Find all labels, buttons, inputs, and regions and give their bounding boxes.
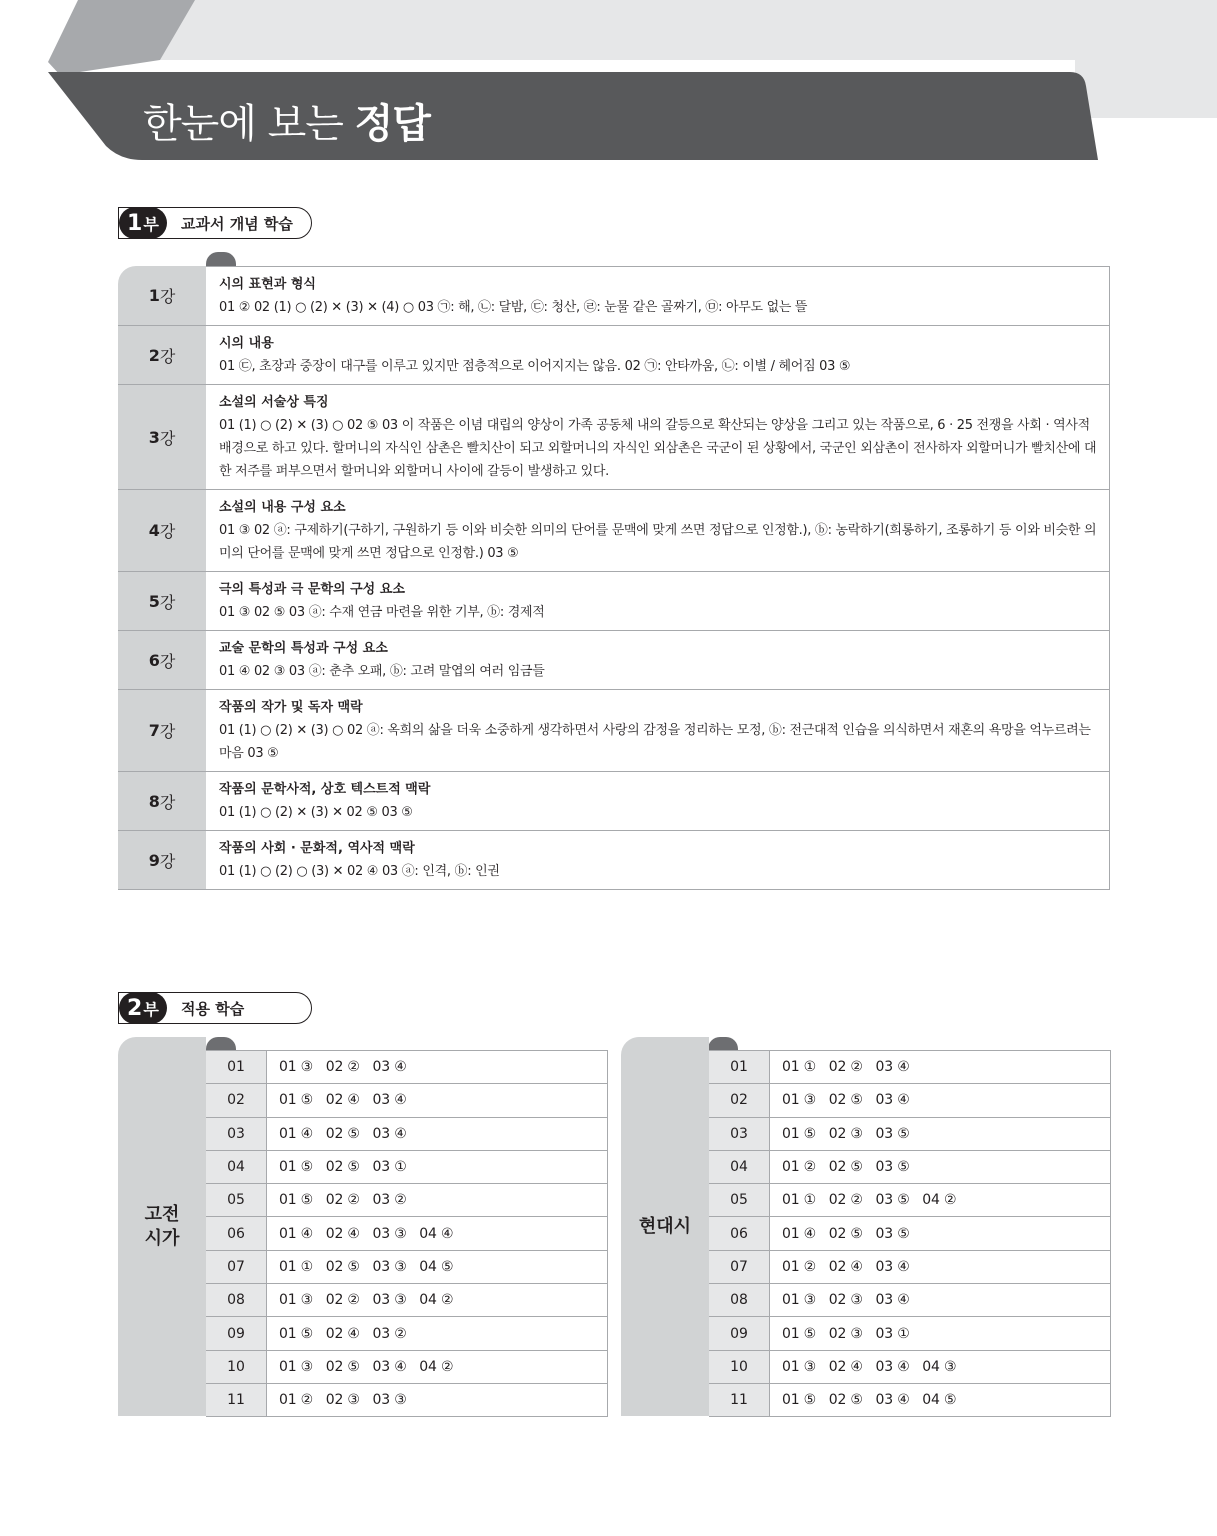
- answer-row: [206, 1351, 607, 1384]
- lesson-title: 시의 표현과 형식: [219, 277, 316, 292]
- lesson-title: 시의 내용: [219, 336, 274, 351]
- page-title: 한눈에 보는 정답: [143, 101, 430, 147]
- answer-row: [206, 1184, 607, 1217]
- lesson-title: 소설의 내용 구성 요소: [219, 500, 346, 515]
- unit-number: 11: [206, 1384, 267, 1416]
- unit-number: 01: [709, 1051, 770, 1083]
- answer-row: [709, 1351, 1110, 1384]
- unit-answers: 01 ① 02 ② 03 ⑤ 04 ②: [782, 1192, 957, 1209]
- unit-answers: 01 ⑤ 02 ⑤ 03 ①: [279, 1159, 407, 1176]
- lesson-row: [118, 572, 1110, 631]
- category-label: 고전 시가: [118, 1037, 206, 1416]
- answer-row: [206, 1217, 607, 1250]
- unit-number: 03: [709, 1118, 770, 1150]
- unit-number: 08: [709, 1284, 770, 1316]
- unit-number: 04: [206, 1151, 267, 1183]
- answer-row: [206, 1084, 607, 1117]
- lesson-row: [118, 831, 1110, 890]
- unit-answers: 01 ④ 02 ④ 03 ③ 04 ④: [279, 1225, 454, 1242]
- lesson-row: [118, 266, 1110, 326]
- lesson-answers: 01 ② 02 (1) ○ (2) ✕ (3) ✕ (4) ○ 03 ㉠: 해, ㉡: 달밤, ㉢: 청산, ㉣: 눈물 같은 골짜기, ㉤: 아무도 없는 뜰: [219, 300, 808, 315]
- unit-answers: 01 ② 02 ③ 03 ③: [279, 1392, 407, 1409]
- lesson-answers: 01 ④ 02 ③ 03 ⓐ: 춘추 오패, ⓑ: 고려 말엽의 여러 임금들: [219, 664, 545, 679]
- unit-answers: 01 ③ 02 ④ 03 ④ 04 ③: [782, 1358, 957, 1375]
- lesson-row: [118, 690, 1110, 772]
- lesson-answers: 01 ③ 02 ⓐ: 구제하기(구하기, 구원하기 등 이와 비슷한 의미의 단어를 문맥에 맞게 쓰면 정답으로 인정함.), ⓑ: 농락하기(희롱하기, 조롱하기 등 이와 비슷한 의미의 단어를 문맥에 맞게 쓰면 정답으로 인정함.) 03 ⑤: [219, 523, 1097, 561]
- unit-answers: 01 ② 02 ④ 03 ④: [782, 1258, 910, 1275]
- lesson-number: 4 강: [118, 490, 206, 571]
- lesson-row: [118, 490, 1110, 572]
- lesson-answers: 01 (1) ○ (2) ✕ (3) ○ 02 ⓐ: 옥희의 삶을 더욱 소중하게 생각하면서 사랑의 감정을 정리하는 모정, ⓑ: 전근대적 인습을 의식하면서 재혼의 욕망을 억누르려는 마음 03 ⑤: [219, 723, 1091, 761]
- unit-number: 04: [709, 1151, 770, 1183]
- unit-number: 06: [206, 1217, 267, 1249]
- lesson-number: 9 강: [118, 831, 206, 889]
- lesson-answers: 01 (1) ○ (2) ✕ (3) ○ 02 ⑤ 03 이 작품은 이념 대립의 양상이 가족 공동체 내의 갈등으로 확산되는 양상을 그리고 있는 작품으로, 6 · 25 전쟁을 사회 · 역사적 배경으로 하고 있다. 할머니의 자식인 삼촌은 빨치산이 되고 외할머니의 자식인 외삼촌은 국군이 된 상황에서, 국군인 외삼촌이 전사하자 외할머니가 빨치산에 대한 저주를 퍼부으면서 할머니와 외할머니 사이에 갈등이 발생하고 있다.: [219, 418, 1097, 479]
- unit-number: 10: [709, 1351, 770, 1383]
- lesson-title: 작품의 문학사적, 상호 텍스트적 맥락: [219, 782, 431, 797]
- unit-answers: 01 ⑤ 02 ④ 03 ②: [279, 1325, 407, 1342]
- unit-answers: 01 ③ 02 ⑤ 03 ④: [782, 1092, 910, 1109]
- unit-number: 05: [709, 1184, 770, 1216]
- unit-answers: 01 ③ 02 ⑤ 03 ④ 04 ②: [279, 1358, 454, 1375]
- unit-answers: 01 ⑤ 02 ③ 03 ⑤: [782, 1125, 910, 1142]
- answer-row: [709, 1284, 1110, 1317]
- answer-row: [709, 1184, 1110, 1217]
- part1-title: 교과서 개념 학습: [181, 214, 293, 233]
- lesson-number: 8 강: [118, 772, 206, 830]
- lesson-answers: 01 ㉢, 초장과 중장이 대구를 이루고 있지만 점층적으로 이어지지는 않음. 02 ㉠: 안타까움, ㉡: 이별 / 헤어짐 03 ⑤: [219, 359, 851, 374]
- unit-answers: 01 ② 02 ⑤ 03 ⑤: [782, 1159, 910, 1176]
- lesson-row: [118, 631, 1110, 690]
- answer-row: [206, 1051, 607, 1084]
- answer-row: [709, 1051, 1110, 1084]
- answer-row: [709, 1118, 1110, 1151]
- answer-row: [709, 1217, 1110, 1250]
- part2-title: 적용 학습: [181, 999, 245, 1018]
- unit-number: 08: [206, 1284, 267, 1316]
- lesson-number: 2 강: [118, 326, 206, 384]
- lesson-title: 극의 특성과 극 문학의 구성 요소: [219, 582, 405, 597]
- answer-row: [206, 1384, 607, 1417]
- lesson-title: 교술 문학의 특성과 구성 요소: [219, 641, 388, 656]
- category-label: 현대시: [621, 1037, 709, 1416]
- answer-row: [206, 1284, 607, 1317]
- part1-answer-table: [118, 266, 1110, 890]
- answer-row: [709, 1251, 1110, 1284]
- unit-number: 02: [709, 1084, 770, 1116]
- lesson-number: 1 강: [118, 266, 206, 325]
- answer-row: [709, 1384, 1110, 1417]
- lesson-answers: 01 ③ 02 ⑤ 03 ⓐ: 수재 연금 마련을 위한 기부, ⓑ: 경제적: [219, 605, 545, 620]
- unit-number: 09: [206, 1317, 267, 1349]
- answer-row: [206, 1251, 607, 1284]
- answer-row: [709, 1084, 1110, 1117]
- unit-number: 05: [206, 1184, 267, 1216]
- answer-row: [206, 1151, 607, 1184]
- unit-answers: 01 ④ 02 ⑤ 03 ④: [279, 1125, 407, 1142]
- lesson-number: 3 강: [118, 385, 206, 489]
- lesson-number: 6 강: [118, 631, 206, 689]
- unit-number: 09: [709, 1317, 770, 1349]
- lesson-number: 5 강: [118, 572, 206, 630]
- unit-answers: 01 ④ 02 ⑤ 03 ⑤: [782, 1225, 910, 1242]
- lesson-row: [118, 326, 1110, 385]
- unit-number: 06: [709, 1217, 770, 1249]
- part1-badge: 1 부: [119, 207, 167, 239]
- unit-answers: 01 ⑤ 02 ③ 03 ①: [782, 1325, 910, 1342]
- answer-row: [206, 1118, 607, 1151]
- lesson-answers: 01 (1) ○ (2) ✕ (3) ✕ 02 ⑤ 03 ⑤: [219, 805, 413, 820]
- unit-answers: 01 ③ 02 ② 03 ④: [279, 1059, 407, 1076]
- unit-number: 07: [709, 1251, 770, 1283]
- unit-number: 01: [206, 1051, 267, 1083]
- part2-label: [118, 992, 312, 1024]
- unit-number: 03: [206, 1118, 267, 1150]
- unit-answers: 01 ③ 02 ② 03 ③ 04 ②: [279, 1292, 454, 1309]
- lesson-row: [118, 385, 1110, 490]
- lesson-answers: 01 (1) ○ (2) ○ (3) ✕ 02 ④ 03 ⓐ: 인격, ⓑ: 인권: [219, 864, 500, 879]
- unit-answers: 01 ⑤ 02 ④ 03 ④: [279, 1092, 407, 1109]
- lesson-title: 작품의 작가 및 독자 맥락: [219, 700, 363, 715]
- answer-row: [709, 1151, 1110, 1184]
- lesson-row: [118, 772, 1110, 831]
- unit-number: 10: [206, 1351, 267, 1383]
- unit-number: 07: [206, 1251, 267, 1283]
- unit-answers: 01 ① 02 ② 03 ④: [782, 1059, 910, 1076]
- part2-badge: 2 부: [119, 992, 167, 1024]
- unit-number: 11: [709, 1384, 770, 1416]
- lesson-number: 7 강: [118, 690, 206, 771]
- lesson-title: 작품의 사회 · 문화적, 역사적 맥락: [219, 841, 415, 856]
- unit-answers: 01 ⑤ 02 ② 03 ②: [279, 1192, 407, 1209]
- answer-row: [206, 1317, 607, 1350]
- answer-row: [709, 1317, 1110, 1350]
- unit-answers: 01 ⑤ 02 ⑤ 03 ④ 04 ⑤: [782, 1392, 957, 1409]
- unit-answers: 01 ① 02 ⑤ 03 ③ 04 ⑤: [279, 1258, 454, 1275]
- unit-number: 02: [206, 1084, 267, 1116]
- lesson-title: 소설의 서술상 특징: [219, 395, 329, 410]
- part1-label: [118, 207, 312, 239]
- unit-answers: 01 ③ 02 ③ 03 ④: [782, 1292, 910, 1309]
